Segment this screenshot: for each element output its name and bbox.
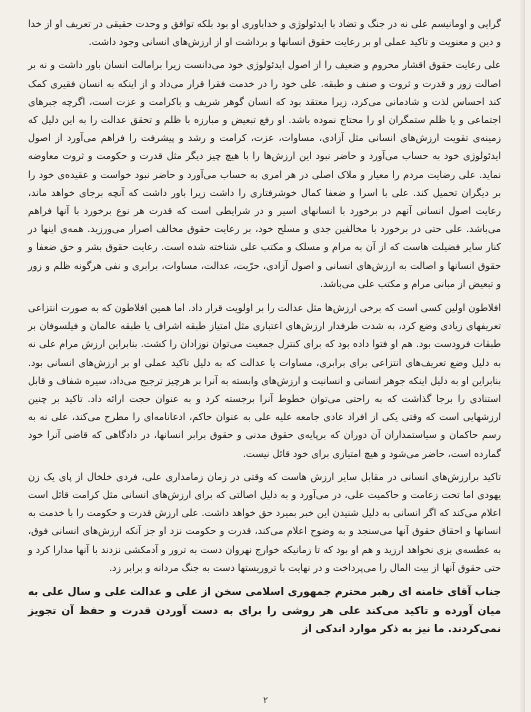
paragraph-5: جناب آقای خامنه ای رهبر محترم جمهوری اسلامی سخن از علی و عدالت علی و سال علی به میان آورده و تاکید می‌کند علی هر روشی را برای به دست آوردن قدرت و حفظ آن تجویز نمی‌کردند. ما نیز به ذکر موارد اندکی از bbox=[28, 586, 501, 636]
paragraph-4: تاکید برارزش‌های انسانی در مقابل سایر ارزش هاست که وقتی در زمان زمامداری علی، فردی خلخال از پای یک زن یهودی اما تحت زعامت و حاکمیت علی، در می‌آورد و به دلیل اصالتی که برای ارزش‌های انسانی مثل کرامت قائل است اعلام می‌کند که اگر انسانی به دلیل شنیدن این خبر بمیرد حق خواهد داشت. علی ارزش قدرت و حکومت را با خدمت به انسانها و احقاق حقوق آنها می‌سنجد و به وضوح اعلام می‌کند، قدرت و حکومت نزد او جز آنکه ارزش‌های انسانی فوق، به عطسه‌ی بزی نخواهد ارزید و هم او بود که تا زمانیکه خوارج نهروان دست به ترور و آدمکشی نزدند با آنها مدارا کرد و حتی حقوق آنها از بیت المال را می‌پرداخت و در نهایت با تروریستها دست به جنگ مردانه و برابر زد. bbox=[28, 471, 501, 574]
paragraph-1: گرایی و اومانیسم علی نه در جنگ و تضاد با ایدئولوژی و خداباوری او بود بلکه توافق و وحدت حقیقی در تعریف او از خدا و دین و معنویت و تاکید عملی او بر رعایت حقوق انسانها و برداشت او از ارزش‌های انسانی وجود داشت. bbox=[28, 19, 501, 49]
paragraph-2: علی رعایت حقوق اقشار محروم و ضعیف را از اصول ایدئولوژی خود می‌دانست زیرا برامالت انسان باور داشت و نه بر اصالت زور و قدرت و ثروت و صنف و طبقه. علی خود را در خدمت فقرا قرار می‌داد و از اینکه به انسان فقیری کمک کند احساس لذت و شادمانی می‌کرد، زیرا معتقد بود که انسان گوهر شریف و باکرامت و عزت است، اگرچه جبرهای اجتماعی و یا ظلم ستمگران او را محتاج نموده باشد. او رفع تبعیض و مبارزه با ظلم و تحقق عدالت را به این دلیل که زمینه‌ی تقویت ارزش‌های انسانی مثل آزادی، مساوات، عزت، کرامت و رشد و پیشرفت را فراهم می‌آورد از اصول ایدئولوژی خود به حساب می‌آورد و حاضر نبود این ارزش‌ها را با هیچ چیز دیگر مثل قدرت و حکومت و ثروت معاوضه نماید. علی رضایت مردم را معیار و ملاک اصلی در هر امری به حساب می‌آورد و حاضر نبود خواست و عقیده‌ی خود را بر دیگران تحمیل کند. علی با اسرا و ضعفا کمال خوشرفتاری را داشت زیرا باور داشت که آنچه برجای خواهد ماند، رعایت اصول انسانی آنهم در برخورد با انسانهای اسیر و در شرایطی است که قدرت هر نوع برخورد با آنها فراهم می‌باشد. علی حتی در برخورد با مخالفین جدی و مسلح خود، بر رعایت حقوق مخالف اصرار می‌ورزید. همه‌ی اینها در کنار سایر فضیلت هاست که از آن به مرام و مسلک و مکتب علی شناخته شده است. رعایت حقوق بشر و حق ضعفا و حقوق انسانها و اصالت به ارزش‌های انسانی و اصول آزادی، حرّیت، عدالت، مساوات، برابری و نفی هرگونه ظلم و زور و تبعیض از مبانی مرام و مکتب علی می‌باشد. bbox=[28, 60, 501, 290]
page-edge-shadow bbox=[519, 0, 525, 712]
page-number: ۲ bbox=[263, 696, 268, 706]
paragraph-3: افلاطون اولین کسی است که برخی ارزش‌ها مثل عدالت را بر اولویت قرار داد. اما همین افلاطون که به صورت انتزاعی تعریفهای زیادی وضع کرد، به شدت طرفدار ارزش‌های اعتباری مثل امتیاز طبقه اشراف یا طبقه عالمان و فیلسوفان بر طبقات فرودست بود. هم او فتوا داده بود که برای کنترل جمعیت می‌توان نوزادان را کشت. بنابراین ارزش مرام علی نه به دلیل وضع تعریف‌های انتزاعی برای برابری، مساوات یا عدالت که به دلیل تاکید عملی او بر ارزش‌های انسانی بود. بنابراین او به دلیل اینکه جوهر انسانی و انسانیت و ارزش‌های وابسته به آنرا بر هرچیز ترجیح می‌داد، سیره شفاف و قابل استنادی را برجا گذاشت که به راحتی می‌توان خطوط آنرا برجسته کرد و به عنوان حجت ارائه داد. تاکید بر چنین ارزشهایی است که وقتی یکی از افراد عادی جامعه علیه علی به عنوان حاکم، ادعانامه‌ای را مطرح می‌کند، علی نه به رسم حاکمان و سیاستمداران آن دوران که برپایه‌ی حقوق مدنی و حقوق برابر انسانها، در دادگاهی که قاضی آنرا خود گمارده است، حاضر می‌شود و هیچ امتیازی برای خود قائل نیست. bbox=[28, 303, 501, 460]
